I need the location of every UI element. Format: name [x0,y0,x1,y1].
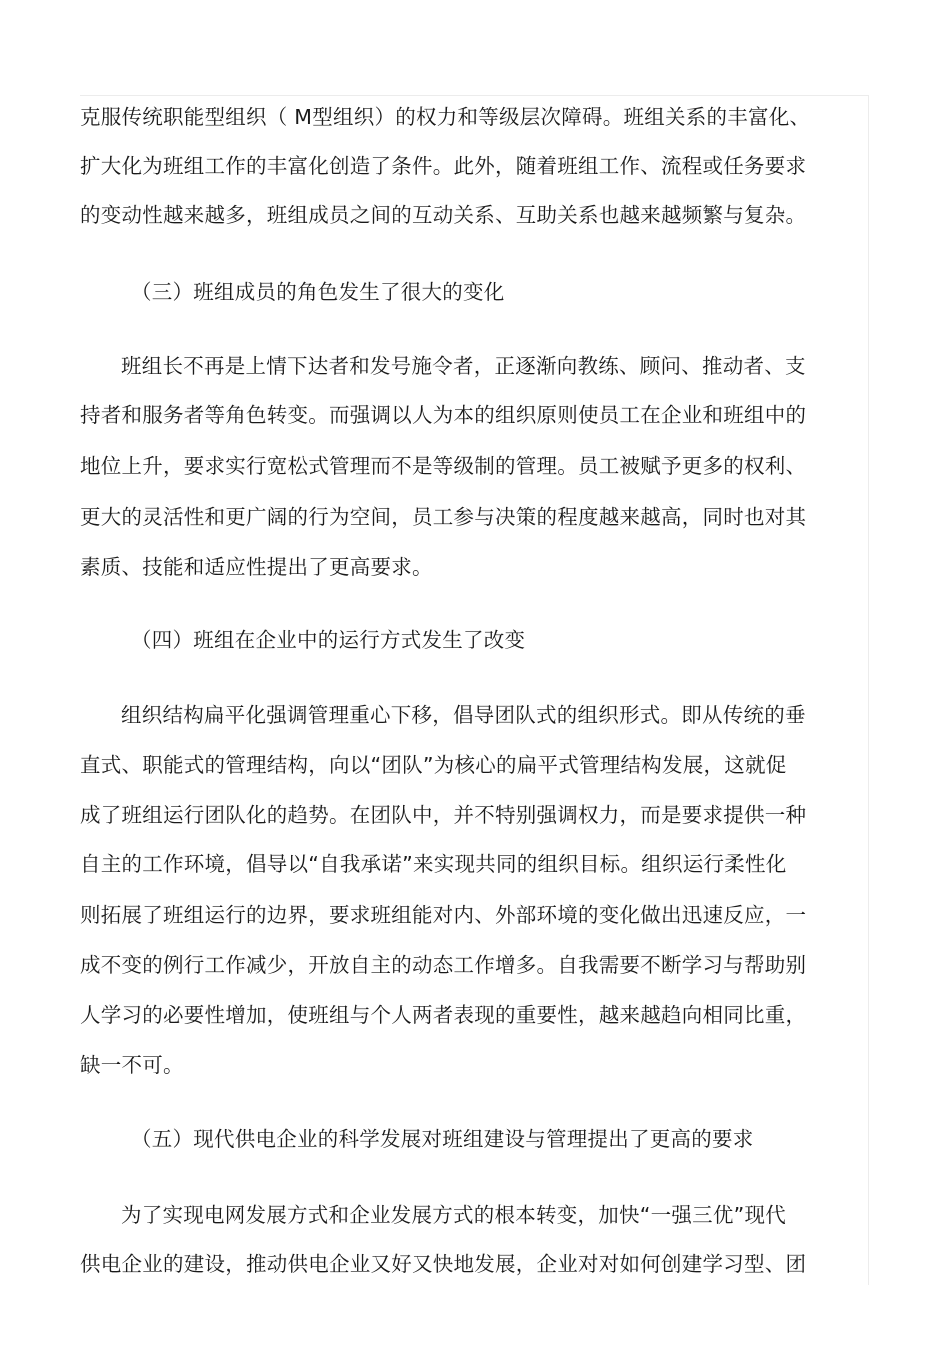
text-line: 则拓展了班组运行的边界，要求班组能对内、外部环境的变化做出迅速反应，一 [80,903,807,927]
text-line: 素质、技能和适应性提出了更高要求。 [80,555,433,579]
text-line: 为了实现电网发展方式和企业发展方式的根本转变，加快“一强三优”现代 [121,1203,786,1227]
text-line: 班组长不再是上情下达者和发号施令者，正逐渐向教练、顾问、推动者、支 [121,354,806,378]
text-line: 成了班组运行团队化的趋势。在团队中，并不特别强调权力，而是要求提供一种 [80,803,807,827]
text-line: 更大的灵活性和更广阔的行为空间，员工参与决策的程度越来越高，同时也对其 [80,505,807,529]
text-line: 持者和服务者等角色转变。而强调以人为本的组织原则使员工在企业和班组中的 [80,403,807,427]
text-line: 的变动性越来越多，班组成员之间的互动关系、互助关系也越来越频繁与复杂。 [80,203,807,227]
section-heading-3: （三）班组成员的角色发生了很大的变化 [131,280,505,304]
text-line: 成不变的例行工作减少，开放自主的动态工作增多。自我需要不断学习与帮助别 [80,953,807,977]
text-line: 地位上升，要求实行宽松式管理而不是等级制的管理。员工被赋予更多的权利、 [80,454,807,478]
text-line: 供电企业的建设，推动供电企业又好又快地发展，企业对对如何创建学习型、团 [80,1252,807,1276]
text-line: 缺一不可。 [80,1053,184,1077]
text-line: 直式、职能式的管理结构，向以“团队”为核心的扁平式管理结构发展，这就促 [80,753,787,777]
text-line: 克服传统职能型组织（ M型组织）的权力和等级层次障碍。班组关系的丰富化、 [80,105,811,129]
text-line: 人学习的必要性增加，使班组与个人两者表现的重要性，越来越趋向相同比重， [80,1003,807,1027]
text-line: 自主的工作环境，倡导以“自我承诺”来实现共同的组织目标。组织运行柔性化 [80,852,787,876]
text-line: 组织结构扁平化强调管理重心下移，倡导团队式的组织形式。即从传统的垂 [121,703,806,727]
section-heading-5: （五）现代供电企业的科学发展对班组建设与管理提出了更高的要求 [131,1127,754,1151]
text-line: 扩大化为班组工作的丰富化创造了条件。此外，随着班组工作、流程或任务要求 [80,154,807,178]
section-heading-4: （四）班组在企业中的运行方式发生了改变 [131,628,526,652]
